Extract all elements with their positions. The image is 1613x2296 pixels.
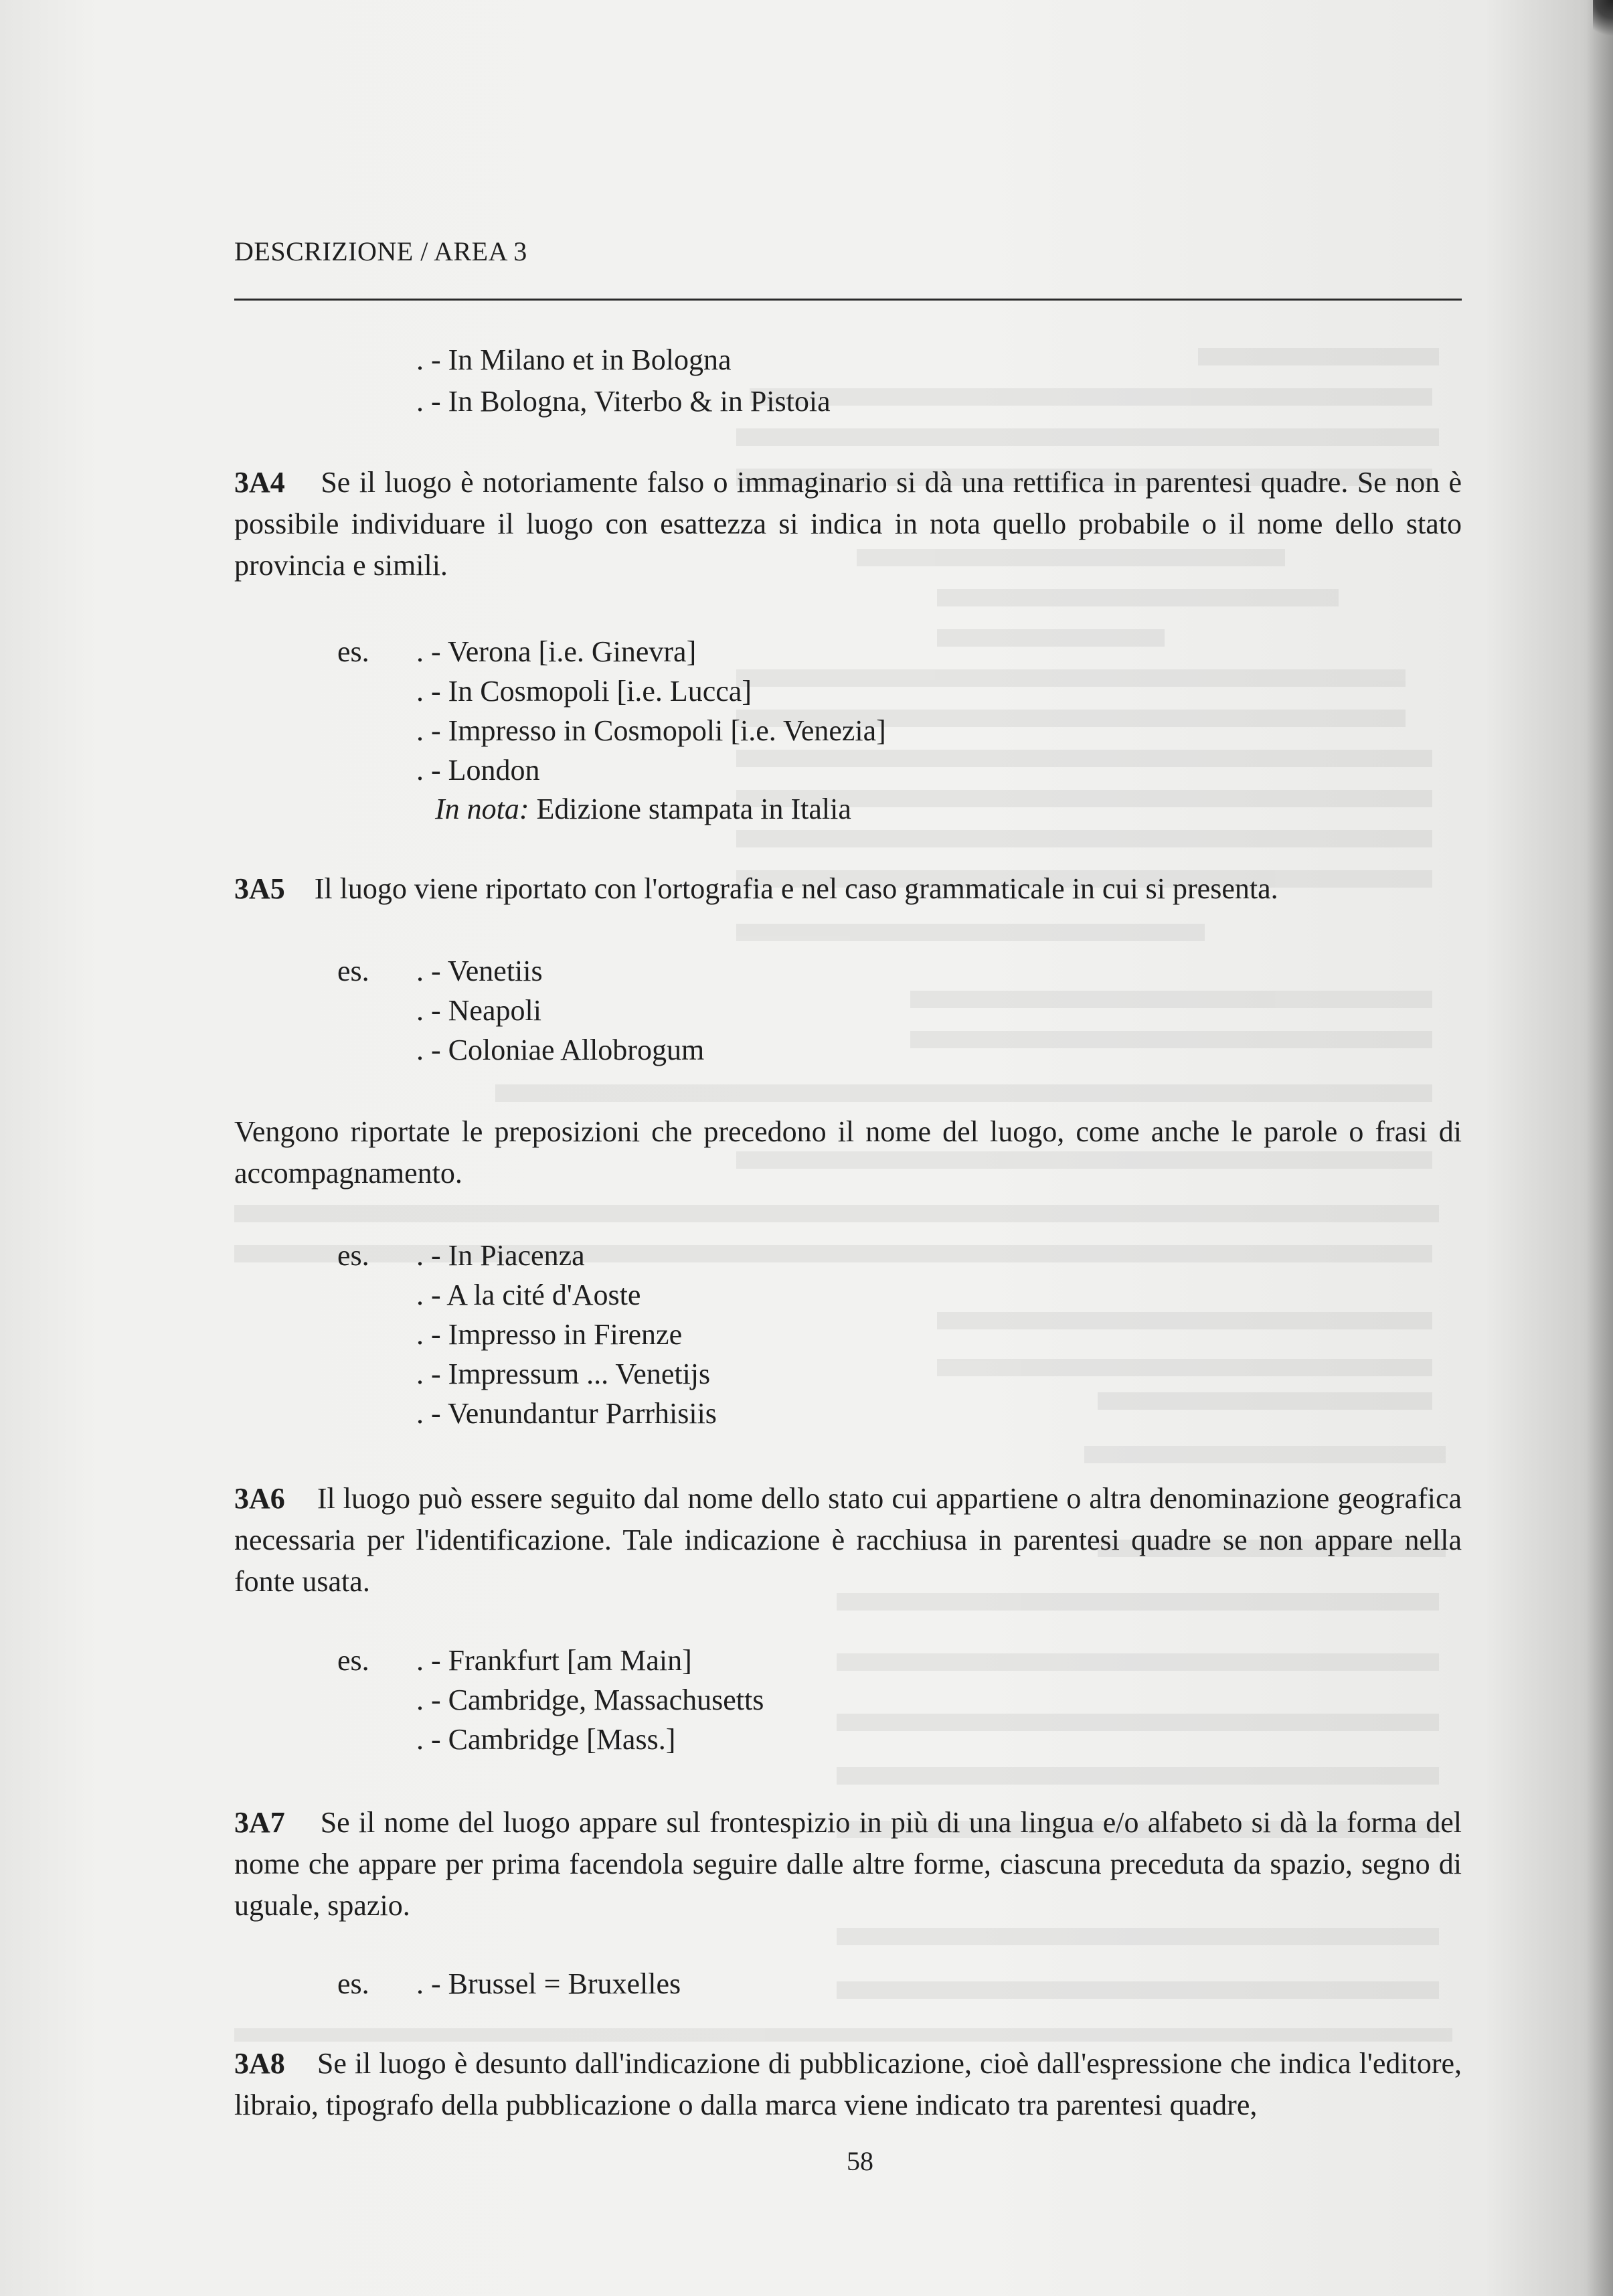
header-rule [234,299,1462,301]
list-item: . - Cambridge, Massachusetts [416,1684,764,1716]
note-line [435,792,851,826]
list-item: . - London [416,754,540,787]
list-item: . - Cambridge [Mass.] [416,1723,676,1756]
note-text: Edizione stampata in Italia [529,793,851,825]
section-code: 3A5 [234,872,285,905]
section-3a4-paragraph [234,462,1462,586]
section-3a6-paragraph [234,1478,1462,1603]
list-item: . - In Milano et in Bologna [416,343,732,376]
list-item: . - Impresso in Firenze [416,1318,683,1351]
section-3a7-paragraph [234,1802,1462,1926]
section-text: Il luogo può essere seguito dal nome dello stato cui appartiene o altra denominazione geografica necessaria per l'identificazione. Tale indicazione è racchiusa in parentesi quadre se non appare nella fonte usata. [234,1482,1462,1598]
es-label: es. [337,1644,369,1677]
section-code: 3A6 [234,1482,285,1515]
section-text: Se il luogo è desunto dall'indicazione di pubblicazione, cioè dall'espressione che indica l'editore, libraio, tipografo della pubblicazione o dalla marca viene indicato tra parentesi quadre, [234,2047,1462,2121]
section-code: 3A8 [234,2047,285,2080]
es-label: es. [337,1239,369,1272]
list-item: . - In Cosmopoli [i.e. Lucca] [416,675,752,708]
list-item: . - Coloniae Allobrogum [416,1034,705,1066]
list-item: . - Verona [i.e. Ginevra] [416,635,697,668]
section-3a5-paragraph-2: Vengono riportate le preposizioni che precedono il nome del luogo, come anche le parole o frasi di accompagnamento. [234,1115,1462,1190]
list-item: . - In Bologna, Viterbo & in Pistoia [416,385,831,418]
section-code: 3A7 [234,1806,285,1839]
section-text: Se il nome del luogo appare sul frontespizio in più di una lingua e/o alfabeto si dà la forma del nome che appare per prima facendola seguire dalle altre forme, ciascuna preceduta da spazio, segno di uguale, spazio. [234,1806,1462,1922]
list-item: . - Impressum ... Venetijs [416,1358,711,1390]
es-label: es. [337,635,369,668]
list-item: . - Brussel = Bruxelles [416,1967,681,2000]
es-label: es. [337,955,369,987]
es-label: es. [337,1967,369,2000]
section-3a5-paragraph [234,868,1462,910]
section-text: Se il luogo è notoriamente falso o immaginario si dà una rettifica in parentesi quadre. Se non è possibile individuare il luogo con esattezza si indica in nota quello probabile o il nome dello stato provincia e simili. [234,466,1462,582]
page-header: DESCRIZIONE / AREA 3 [234,236,527,266]
list-item: . - Impresso in Cosmopoli [i.e. Venezia] [416,714,886,747]
note-label: In nota: [435,793,529,825]
list-item: . - Venetiis [416,955,543,987]
section-text: Il luogo viene riportato con l'ortografia e nel caso grammaticale in cui si presenta. [314,872,1278,905]
section-code: 3A4 [234,466,285,499]
section-3a8-paragraph [234,2043,1462,2126]
list-item: . - Frankfurt [am Main] [416,1644,692,1677]
list-item: . - In Piacenza [416,1239,585,1272]
list-item: . - Venundantur Parrhisiis [416,1397,717,1430]
page-number: 58 [847,2146,873,2176]
list-item: . - Neapoli [416,994,541,1027]
list-item: . - A la cité d'Aoste [416,1279,641,1311]
